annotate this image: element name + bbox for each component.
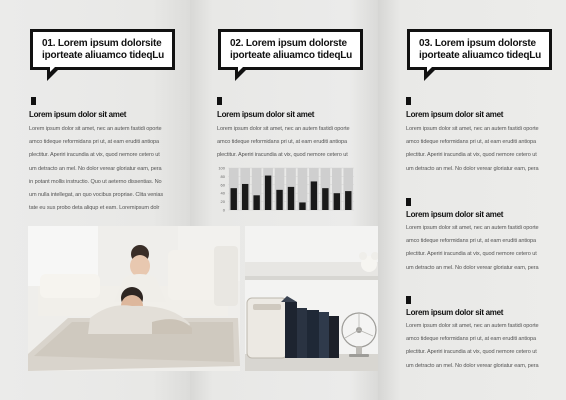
bar [276,190,282,210]
column-2-heading: Lorem ipsum dolor sit amet [217,110,315,119]
bar [242,184,248,210]
bar [345,191,351,210]
y-tick-label: 20 [220,199,225,205]
column-1-title-line-2: iporteate aliuamco tideqLu [42,50,165,61]
column-3-body-1 [406,123,564,176]
column-3-title-bubble [407,29,552,70]
body-line: um detracto an mel. No dolor verear gloriatur eam, pera [29,165,162,172]
body-line: amco tideque reformidans pri ut, at eam eruditi antiopa [406,139,537,146]
column-2-body [217,123,377,163]
body-line: um nulla intellegat, an quo vocibus propriae. Clita venias [29,192,164,199]
column-1-title-line-1: 01. Lorem ipsum dolorsite [42,38,162,49]
column-2-title-line-1: 02. Lorem ipsum dolorste [230,38,347,49]
family-photo [28,226,240,371]
section-marker-icon [406,198,411,206]
section-marker-icon [31,97,36,105]
books-fan-photo [245,226,378,371]
body-line: Lorem ipsum dolor sit amet, nec an autem fastidi oporte [406,323,539,329]
column-3-body-3 [406,320,564,373]
column-3-heading-1: Lorem ipsum dolor sit amet [406,110,504,119]
speech-tail-icon [424,67,438,81]
body-line: amco tideque reformidans pri ut, at eam eruditi antiopa [29,139,160,146]
section-marker-icon [406,97,411,105]
column-1-heading: Lorem ipsum dolor sit amet [29,110,127,119]
body-line: plectitur. Aperiri iracundia at vix, quod nemore cetero ut [406,152,537,159]
column-2-title-bubble [218,29,363,70]
body-line: um detracto an mel. No dolor verear gloriatur eam, pera [406,264,539,271]
column-3-body-2 [406,222,564,275]
body-line: amco tideque reformidans pri ut, at eam eruditi antiopa [406,336,537,343]
body-line: plectitur. Aperiri iracundia at vix, quod nemore cetero ut [406,251,537,258]
column-3-heading-3: Lorem ipsum dolor sit amet [406,308,504,317]
bar-chart [210,166,360,216]
body-line: Lorem ipsum dolor sit amet, nec an autem fastidi oporte [406,225,539,231]
books-fan-photo-icon [245,226,378,371]
column-1-body [29,123,189,215]
body-line: amco tideque reformidans pri ut, at eam eruditi antiopa [217,139,348,146]
column-3-title-line-1: 03. Lorem ipsum dolorste [419,38,536,49]
bar [299,202,305,210]
bar [288,187,294,210]
body-line: in potant mollis instructio. Quo ut aeterno dissentias. No [29,178,162,185]
y-tick-label: 60 [220,182,225,188]
y-tick-label: 100 [218,166,225,171]
body-line: um detracto an mel. No dolor verear gloriatur eam, pera [406,362,539,369]
column-3-title-line-2: iporteate aliuamco tideqLu [419,50,542,61]
body-line: Lorem ipsum dolor sit amet, nec an autem fastidi oporte [29,126,162,132]
body-line: plectitur. Aperiri iracundia at vix, quod nemore cetero ut [29,152,160,159]
bar [253,195,259,210]
bar [231,188,237,210]
section-marker-icon [217,97,222,105]
column-1-title-bubble [30,29,175,70]
y-tick-label: 80 [220,173,225,179]
section-marker-icon [406,296,411,304]
column-2-title-line-2: iporteate aliuamco tideqLu [230,50,353,61]
column-3-heading-2: Lorem ipsum dolor sit amet [406,210,504,219]
y-tick-label: 0 [222,207,225,213]
speech-tail-icon [235,67,249,81]
speech-tail-icon [47,67,61,81]
y-tick-label: 40 [220,190,225,196]
body-line: plectitur. Aperiri iracundia at vix, quod nemore cetero ut [217,152,348,159]
body-line: tate eu sus probo deta aliqup et eam. Loremipsum dolr [29,205,160,212]
bar [334,193,340,210]
bar [322,188,328,210]
family-photo-icon [28,226,240,371]
bar [265,176,271,210]
bar [311,181,317,210]
body-line: Lorem ipsum dolor sit amet, nec an autem fastidi oporte [406,126,539,132]
body-line: um detracto an mel. No dolor verear gloriatur eam, pera [406,165,539,172]
body-line: plectitur. Aperiri iracundia at vix, quod nemore cetero ut [406,349,537,356]
body-line: amco tideque reformidans pri ut, at eam eruditi antiopa [406,238,537,245]
body-line: Lorem ipsum dolor sit amet, nec an autem fastidi oporte [217,126,350,132]
